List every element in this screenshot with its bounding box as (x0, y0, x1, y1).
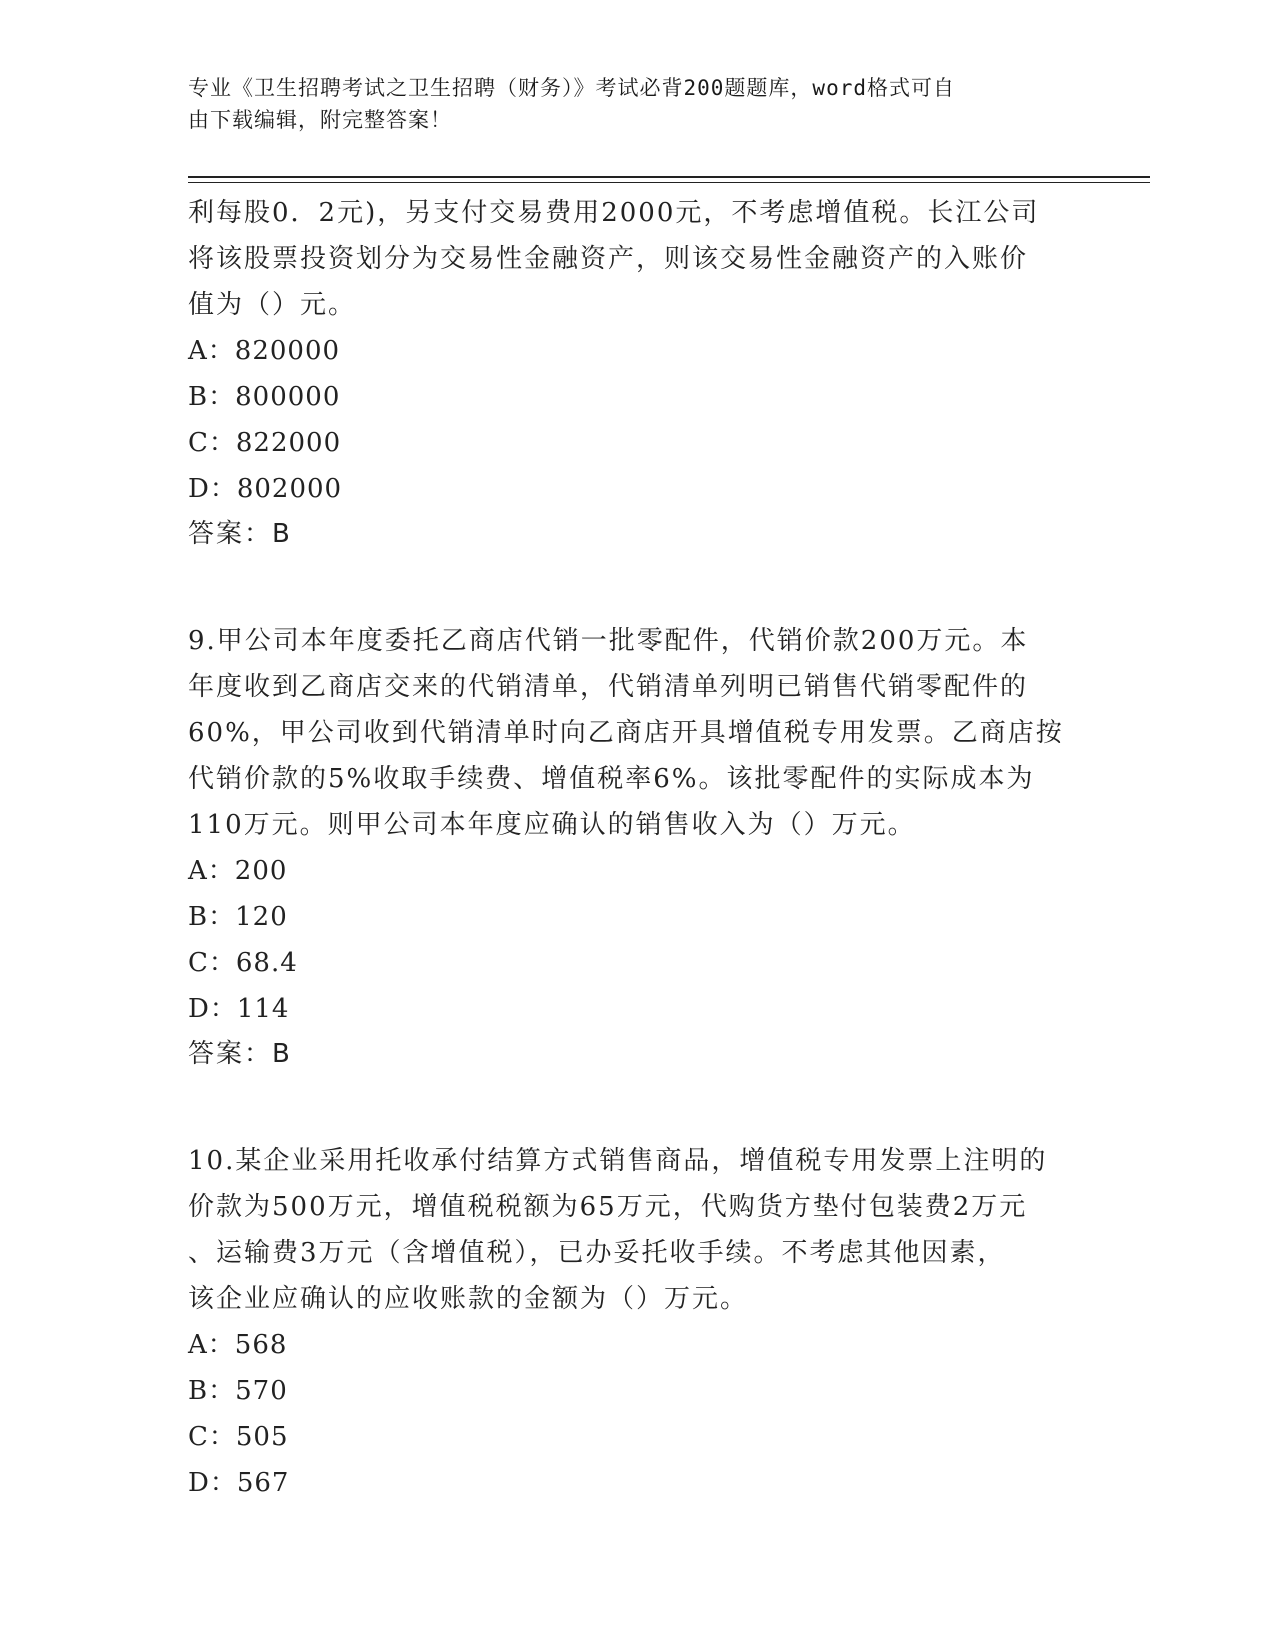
option-c: C：68.4 (188, 948, 298, 978)
question-stem-line: 、运输费3万元（含增值税），已办妥托收手续。不考虑其他因素， (188, 1238, 1006, 1268)
header-rule-thin (188, 182, 1150, 183)
question-stem-line: 利每股0．2元)，另支付交易费用2000元，不考虑增值税。长江公司 (188, 198, 1040, 228)
header-title-line-1: 专业《卫生招聘考试之卫生招聘（财务）》考试必背200题题库，word格式可自 (188, 76, 955, 100)
option-c: C：822000 (188, 428, 342, 458)
option-a: A：200 (188, 856, 288, 886)
option-d: D：114 (188, 994, 290, 1024)
question-block (188, 190, 1078, 556)
question-stem-line: 价款为500万元，增值税税额为65万元，代购货方垫付包装费2万元 (188, 1192, 1028, 1222)
answer-line: 答案：B (188, 1039, 292, 1069)
question-stem-line: 110万元。则甲公司本年度应确认的销售收入为（）万元。 (188, 810, 916, 840)
question-stem-line: 将该股票投资划分为交易性金融资产，则该交易性金融资产的入账价 (188, 244, 1029, 274)
question-stem-line: 该企业应确认的应收账款的金额为（）万元。 (188, 1284, 749, 1314)
option-a: A：820000 (188, 336, 341, 366)
question-stem-line: 年度收到乙商店交来的代销清单，代销清单列明已销售代销零配件的 (188, 672, 1029, 702)
question-stem-line: 60%，甲公司收到代销清单时向乙商店开具增值税专用发票。乙商店按 (188, 718, 1064, 748)
question-stem-line: 代销价款的5%收取手续费、增值税率6%。该批零配件的实际成本为 (188, 764, 1035, 794)
header-rule-thick (188, 176, 1150, 178)
option-a: A：568 (188, 1330, 288, 1360)
option-b: B：800000 (188, 382, 341, 412)
option-c: C：505 (188, 1422, 289, 1452)
question-stem-line: 9.甲公司本年度委托乙商店代销一批零配件，代销价款200万元。本 (188, 626, 1029, 656)
option-d: D：567 (188, 1468, 290, 1498)
question-stem-line: 值为（）元。 (188, 290, 357, 320)
option-b: B：570 (188, 1376, 288, 1406)
header-title-line-2: 由下载编辑，附完整答案！ (188, 108, 452, 132)
document-header (188, 72, 1088, 136)
answer-line: 答案：B (188, 519, 292, 549)
question-block (188, 618, 1078, 1076)
question-block (188, 1138, 1078, 1506)
question-list (188, 190, 1078, 1506)
option-b: B：120 (188, 902, 288, 932)
option-d: D：802000 (188, 474, 343, 504)
question-stem-line: 10.某企业采用托收承付结算方式销售商品，增值税专用发票上注明的 (188, 1146, 1048, 1176)
